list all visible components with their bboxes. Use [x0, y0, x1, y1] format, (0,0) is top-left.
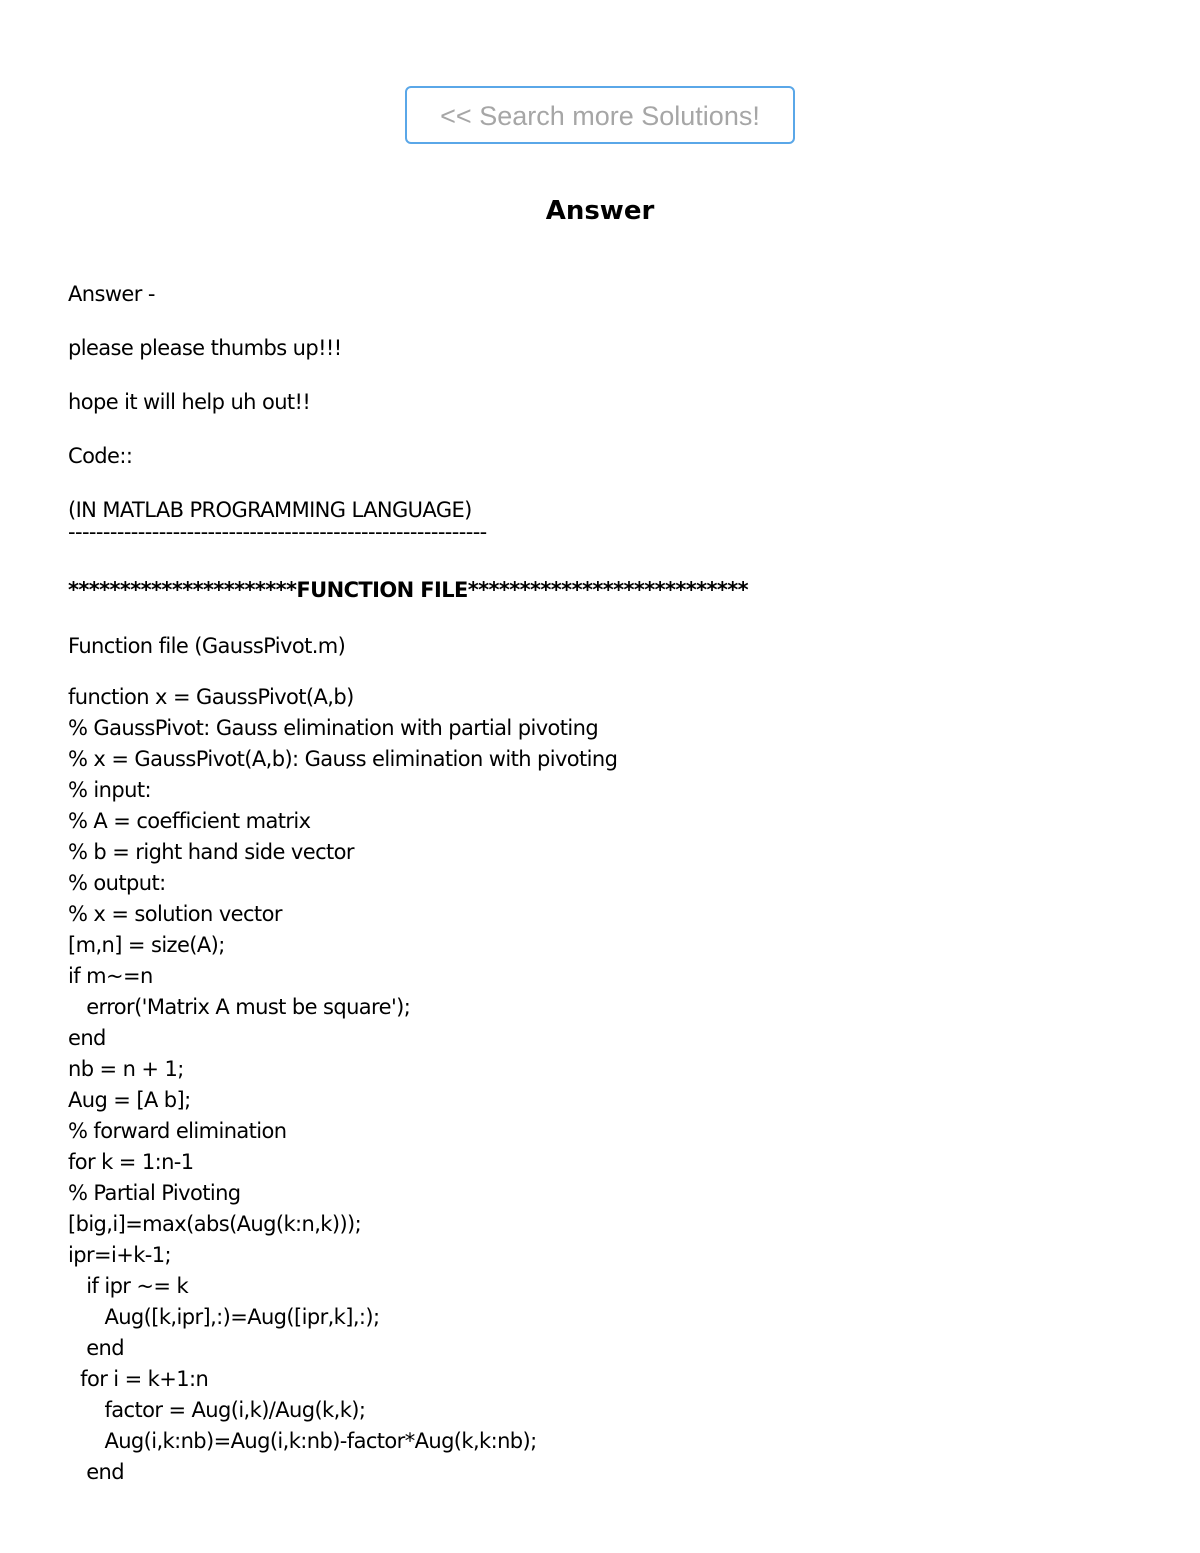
code-line: % forward elimination — [68, 1119, 287, 1143]
code-line: if ipr ~= k — [68, 1274, 189, 1298]
hope-text: hope it will help uh out!! — [68, 390, 311, 414]
code-line: if m~=n — [68, 964, 153, 988]
answer-label: Answer - — [68, 282, 155, 306]
code-line: end — [68, 1336, 124, 1360]
code-line: % b = right hand side vector — [68, 840, 354, 864]
code-line: ipr=i+k-1; — [68, 1243, 171, 1267]
code-line: % Partial Pivoting — [68, 1181, 241, 1205]
code-line: for k = 1:n-1 — [68, 1150, 194, 1174]
code-line: Aug = [A b]; — [68, 1088, 191, 1112]
answer-heading: Answer — [545, 196, 655, 226]
code-line: [m,n] = size(A); — [68, 933, 225, 957]
function-file-section-title: **********************FUNCTION FILE*************************** — [68, 578, 749, 602]
code-line: Aug(i,k:nb)=Aug(i,k:nb)-factor*Aug(k,k:nb); — [68, 1429, 537, 1453]
code-block — [68, 682, 1148, 1488]
code-line: % output: — [68, 871, 166, 895]
search-more-solutions-button[interactable]: << Search more Solutions! — [405, 86, 795, 144]
code-line: end — [68, 1026, 106, 1050]
code-line: % A = coefficient matrix — [68, 809, 311, 833]
code-line: % x = GaussPivot(A,b): Gauss elimination with pivoting — [68, 747, 618, 771]
function-file-label: Function file (GaussPivot.m) — [68, 634, 346, 658]
code-line: factor = Aug(i,k)/Aug(k,k); — [68, 1398, 366, 1422]
language-label: (IN MATLAB PROGRAMMING LANGUAGE) — [68, 498, 472, 522]
code-line: [big,i]=max(abs(Aug(k:n,k))); — [68, 1212, 362, 1236]
code-line: % input: — [68, 778, 151, 802]
code-line: for i = k+1:n — [68, 1367, 209, 1391]
divider-line: ------------------------------------------------------------ — [68, 522, 487, 544]
code-line: nb = n + 1; — [68, 1057, 184, 1081]
code-line: function x = GaussPivot(A,b) — [68, 685, 354, 709]
code-line: end — [68, 1460, 124, 1484]
code-line: % x = solution vector — [68, 902, 282, 926]
code-line: Aug([k,ipr],:)=Aug([ipr,k],:); — [68, 1305, 380, 1329]
code-line: error('Matrix A must be square'); — [68, 995, 411, 1019]
code-label: Code:: — [68, 444, 133, 468]
code-line: % GaussPivot: Gauss elimination with partial pivoting — [68, 716, 599, 740]
thumbs-up-request: please please thumbs up!!! — [68, 336, 342, 360]
answer-content — [68, 276, 1148, 1488]
